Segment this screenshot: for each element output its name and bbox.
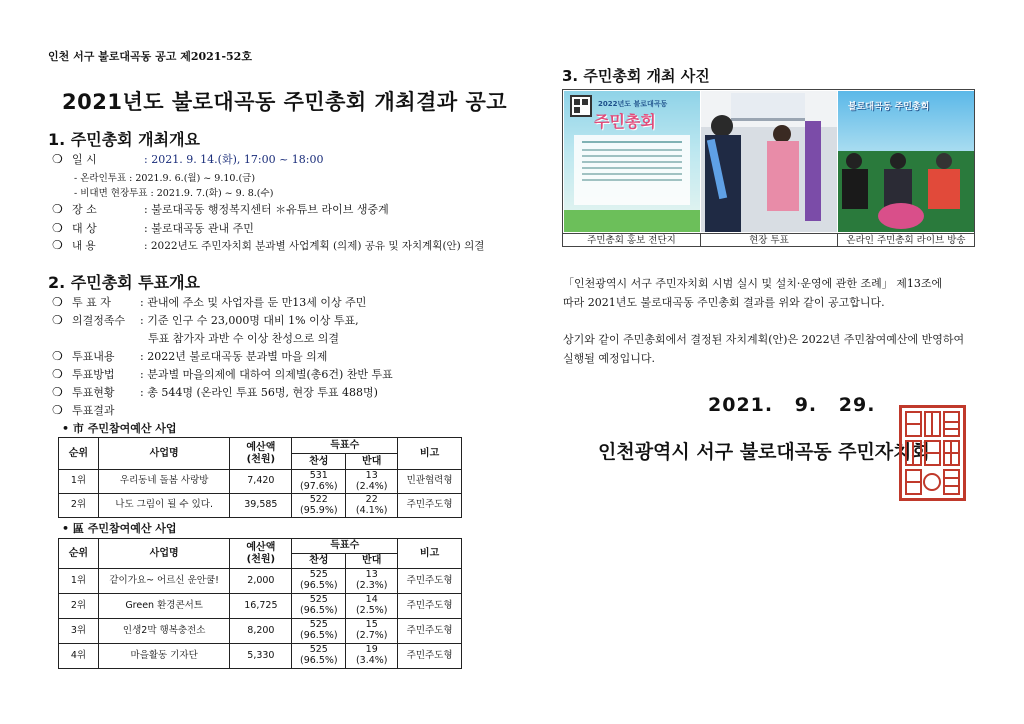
table-row: 1위 같이가요~ 어르신 운안쿨! 2,000 525 (96.5%) 13 (2.3%) 주민주도형 [59,569,462,594]
col-no: 반대 [346,454,398,470]
status-label: 투표현황 [72,386,115,399]
table-row: 2위 나도 그림이 될 수 있다. 39,585 522 (95.9%) 22 (4.1%) 주민주도형 [59,494,462,518]
notice-date: 2021. 9. 29. [708,394,876,416]
result-label: 투표결과 [72,404,115,417]
circle-bullet-icon: ❍ [52,313,63,327]
status-row [52,384,378,400]
target-label: 대 상 [72,222,97,235]
col-no: 반대 [346,554,398,569]
voter-value: : 관내에 주소 및 사업자를 둔 만13세 이상 주민 [140,296,367,309]
caption-poster: 주민총회 홍보 전단지 [563,233,701,247]
date-value: 2021. 9. 14.(화), 17:00 ~ 18:00 [151,153,324,166]
poster-grass [564,210,700,232]
table2-heading: • 區 주민참여예산 사업 [62,522,177,535]
caption-onsite-vote: 현장 투표 [701,233,838,247]
circle-bullet-icon: ❍ [52,238,63,252]
place-row [52,201,389,217]
date-row: ❍ 일 시 : 2021. 9. 14.(화), 17:00 ~ 18:00 [52,152,324,166]
method-label: 투표방법 [72,368,115,381]
district-budget-table [58,538,462,669]
live-broadcast-photo [838,91,974,232]
page-title: 2021년도 불로대곡동 주민총회 개최결과 공고 [62,90,508,114]
col-name: 사업명 [98,438,230,470]
poster-schedule-box [574,135,690,205]
col-votes: 득표수 [292,438,398,454]
circle-bullet-icon: ❍ [52,152,63,166]
section3-title: 3. 주민총회 개최 사진 [562,67,710,85]
organization-name: 인천광역시 서구 불로대곡동 주민자치회 [598,441,930,463]
caption-live-broadcast: 온라인 주민총회 라이브 방송 [838,233,974,247]
table-row: 3위 인생2막 행복충전소 8,200 525 (96.5%) 15 (2.7%) 주민주도형 [59,619,462,644]
table1-heading: • 市 주민참여예산 사업 [62,422,177,435]
quorum-label: 의결정족수 [72,314,126,327]
dot-bullet-icon: • [62,522,73,535]
vote-content-row [52,348,327,364]
quorum-row [52,312,359,328]
seal-glyphs [902,408,963,498]
stage-banner-text: 불로대곡동 주민총회 [848,102,930,112]
poster-subtitle: 2022년도 불로대곡동 [598,100,668,108]
col-name: 사업명 [98,539,230,569]
poster-photo [564,91,700,232]
paragraph-1: 「인천광역시 서구 주민자치회 시범 실시 및 설치·운영에 관한 조례」 제13조에 따라 2021년도 불로대곡동 주민총회 결과를 위와 같이 공고합니다. [563,277,943,309]
city-budget-table [58,437,462,518]
method-row [52,366,393,382]
status-value: : 총 544명 (온라인 투표 56명, 현장 투표 488명) [140,386,378,399]
col-budget: 예산액 (천원) [230,539,292,569]
quorum-value: : 기준 인구 수 23,000명 대비 1% 이상 투표, [140,314,359,327]
col-votes: 득표수 [292,539,398,554]
notice-number: 인천 서구 불로대곡동 공고 제2021-52호 [48,50,252,63]
online-vote-row: - 온라인투표 : 2021.9. 6.(월) ~ 9.10.(금) [74,173,256,184]
circle-bullet-icon: ❍ [52,221,63,235]
vote-content-label: 투표내용 [72,350,115,363]
circle-bullet-icon: ❍ [52,349,63,363]
quorum-value-2: 투표 참가자 과반 수 이상 찬성으로 의결 [148,332,339,345]
col-rank: 순위 [59,438,99,470]
qr-code-icon [570,95,592,117]
circle-bullet-icon: ❍ [52,385,63,399]
circle-bullet-icon: ❍ [52,367,63,381]
circle-bullet-icon: ❍ [52,202,63,216]
target-row [52,220,254,236]
date-label: 일 시 [72,153,97,166]
col-rank: 순위 [59,539,99,569]
content-row [52,238,484,253]
col-yes: 찬성 [292,454,346,470]
table-row: 2위 Green 환경콘서트 16,725 525 (96.5%) 14 (2.5%) 주민주도형 [59,594,462,619]
circle-bullet-icon: ❍ [52,295,63,309]
vote-content-value: : 2022년 불로대곡동 분과별 마을 의제 [140,350,328,363]
offline-vote-row: - 비대면 현장투표 : 2021.9. 7.(화) ~ 9. 8.(수) [74,188,274,199]
onsite-vote-photo [701,91,837,232]
section1-title: 1. 주민총회 개최개요 [48,130,200,149]
paragraph-2: 상기와 같이 주민총회에서 결정된 자치계획(안)은 2022년 주민참여예산에 반영하여 실행될 예정입니다. [563,333,965,365]
target-value: : 불로대곡동 관내 주민 [144,222,254,235]
dot-bullet-icon: • [62,422,73,435]
table-row: 4위 마을활동 기자단 5,330 525 (96.5%) 19 (3.4%) 주민주도형 [59,644,462,669]
content-value: : 2022년도 주민자치회 분과별 사업계획 (의제) 공유 및 자치계획(안) 의결 [144,240,485,252]
flower-bouquet [878,203,924,229]
col-budget: 예산액 (천원) [230,438,292,470]
table-row: 1위 우리동네 돌봄 사랑방 7,420 531 (97.6%) 13 (2.4%) 민관협력형 [59,470,462,494]
method-value: : 분과별 마을의제에 대하여 의제별(총6건) 찬반 투표 [140,368,393,381]
place-label: 장 소 [72,203,97,216]
voter-label: 투 표 자 [72,296,111,309]
photo-panel [562,89,975,247]
person-head [711,115,733,137]
person-pink [767,141,799,211]
banner [805,121,821,221]
tent-icon [731,93,805,121]
result-row [52,402,115,418]
section2-title: 2. 주민총회 투표개요 [48,273,200,292]
content-label: 내 용 [72,240,96,252]
col-note: 비고 [398,438,462,470]
poster-title: 주민총회 [594,112,656,131]
circle-bullet-icon: ❍ [52,403,63,417]
col-yes: 찬성 [292,554,346,569]
official-seal-icon [899,405,966,501]
voter-row [52,294,366,310]
col-note: 비고 [398,539,462,569]
place-value: : 불로대곡동 행정복지센터 ＊유튜브 라이브 생중계 [144,203,389,216]
